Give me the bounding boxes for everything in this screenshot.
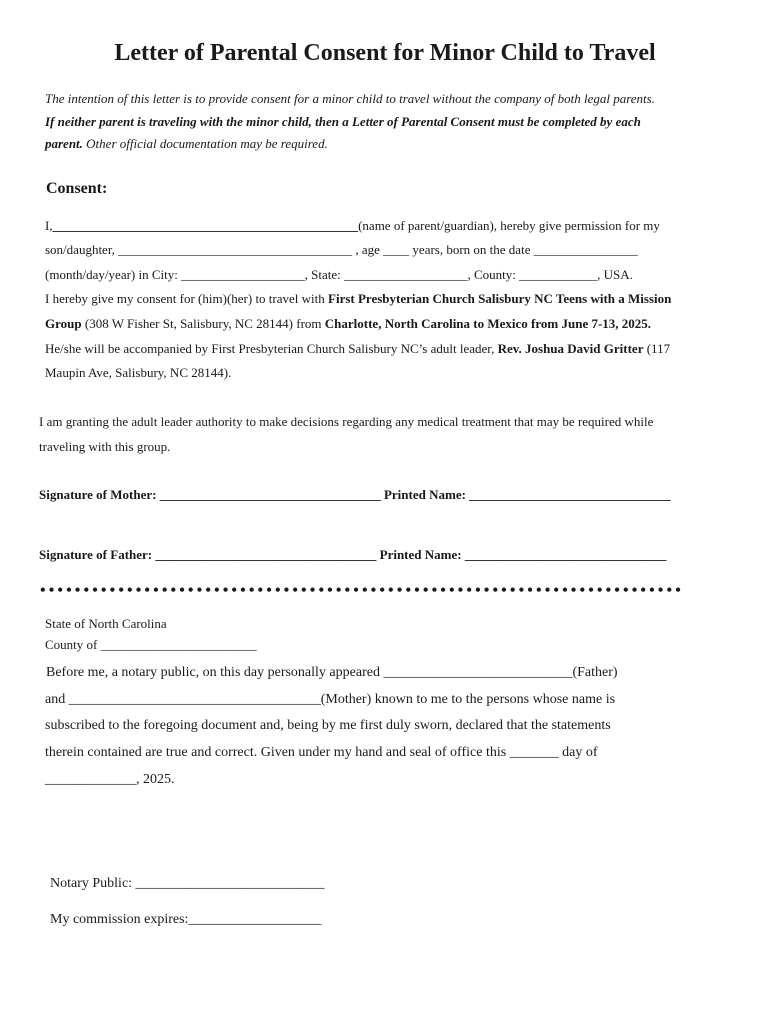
consent-line-3: (month/day/year) in City: ___________________, State: ___________________, County: ____________, USA.: [45, 267, 633, 282]
notary-line-1: Before me, a notary public, on this day personally appeared ___________________________(Father): [46, 665, 618, 680]
document-title: Letter of Parental Consent for Minor Child to Travel: [114, 40, 656, 66]
mother-signature-line[interactable]: Signature of Mother: __________________________________ Printed Name: _______________________________: [39, 487, 671, 502]
notary-line-2: and ____________________________________(Mother) known to me to the persons whose name is: [45, 692, 616, 707]
consent-heading: Consent:: [46, 180, 108, 197]
notary-county[interactable]: County of ________________________: [45, 637, 257, 652]
consent-line-6: [45, 341, 670, 357]
commission-expires-line[interactable]: My commission expires:___________________: [50, 912, 322, 927]
notary-line-4: therein contained are true and correct. Given under my hand and seal of office this _______ day of: [45, 745, 598, 760]
consent-line-1-suffix: (name of parent/guardian), hereby give permission for my: [358, 218, 660, 233]
notary-line-5: _____________, 2025.: [45, 772, 175, 787]
consent-line-6-prefix: He/she will be accompanied by First Presbyterian Church Salisbury NC’s adult leader,: [45, 341, 498, 356]
travel-route-dates: Charlotte, North Carolina to Mexico from June 7-13, 2025.: [324, 316, 652, 331]
medical-line-1: I am granting the adult leader authority to make decisions regarding any medical treatment that may be required while: [39, 414, 654, 429]
consent-line-6-suffix: (117: [643, 341, 671, 356]
father-signature-line[interactable]: Signature of Father: __________________________________ Printed Name: _______________________________: [39, 547, 667, 562]
section-separator: ••••••••••••••••••••••••••••••••••••••••••••••••••••••••••••••••••••••••••: [40, 582, 684, 599]
adult-leader-name: Rev. Joshua David Gritter: [497, 341, 644, 356]
consent-line-5: [45, 316, 651, 332]
intro-parent-bold: parent.: [45, 136, 83, 151]
intro-line-1: The intention of this letter is to provide consent for a minor child to travel without the company of both legal parents.: [45, 91, 655, 106]
consent-line-2: son/daughter, ____________________________________ , age ____ years, born on the date ________________: [45, 242, 638, 257]
notary-state: State of North Carolina: [45, 616, 167, 631]
parent-name-blank[interactable]: _______________________________________________: [52, 218, 359, 233]
group-name: First Presbyterian Church Salisbury NC Teens with a Mission: [328, 291, 672, 306]
group-address: (308 W Fisher St, Salisbury, NC 28144) from: [81, 316, 325, 331]
intro-line-2: If neither parent is traveling with the minor child, then a Letter of Parental Consent must be completed by each: [45, 114, 641, 129]
intro-line-3-rest: Other official documentation may be required.: [82, 136, 328, 151]
consent-line-4: [45, 291, 671, 307]
intro-line-3: [45, 136, 328, 152]
consent-i-prefix: I,: [45, 218, 53, 233]
medical-line-2: traveling with this group.: [39, 439, 171, 454]
notary-public-line[interactable]: Notary Public: ___________________________: [50, 876, 325, 891]
notary-line-3: subscribed to the foregoing document and, being by me first duly sworn, declared that the statements: [45, 718, 611, 733]
consent-line-4-prefix: I hereby give my consent for (him)(her) to travel with: [45, 291, 329, 306]
consent-line-7: Maupin Ave, Salisbury, NC 28144).: [45, 365, 232, 380]
group-word: Group: [45, 316, 82, 331]
consent-line-1: [45, 218, 660, 234]
